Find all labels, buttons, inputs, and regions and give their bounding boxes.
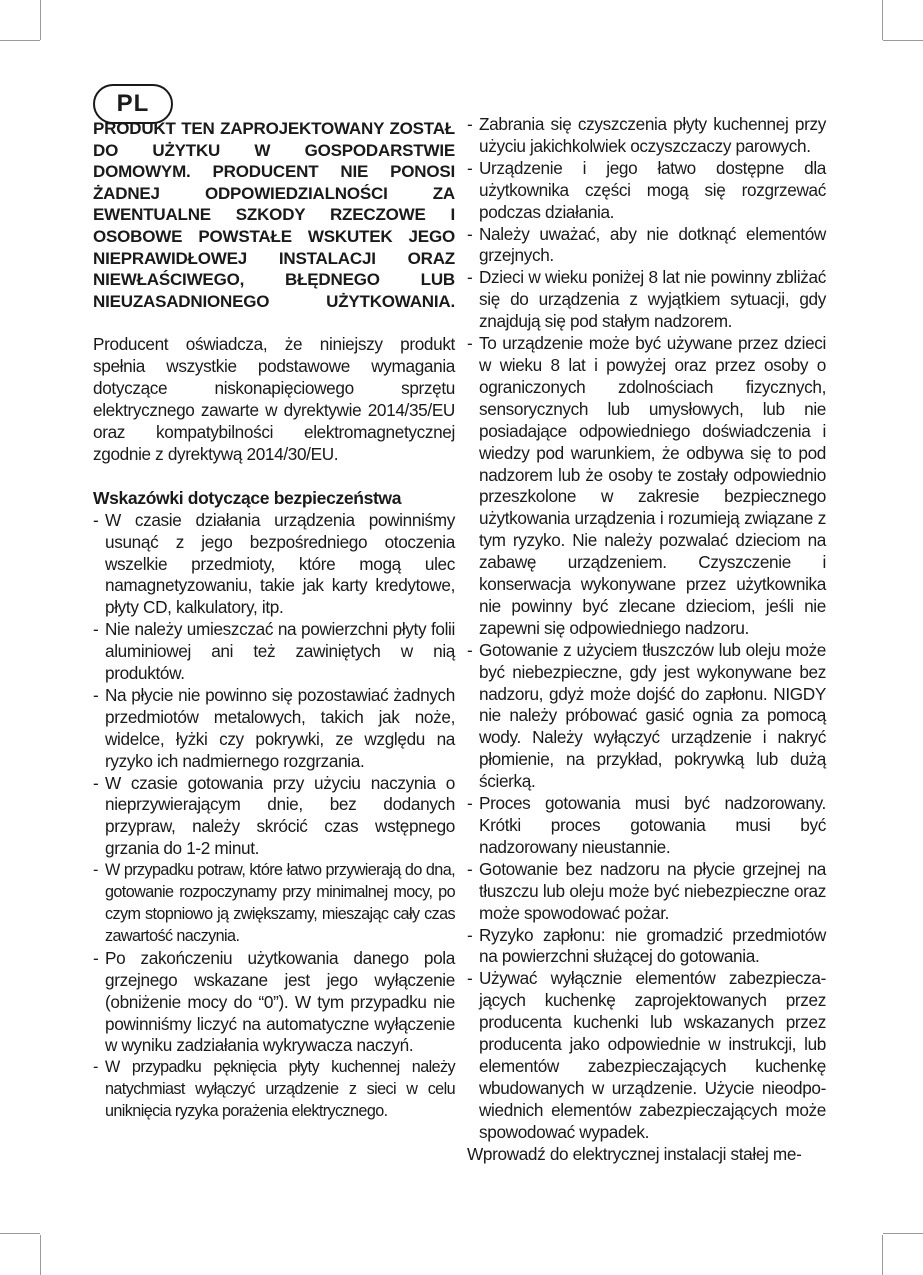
conformity-declaration: Producent oświadcza, że niniejszy produkt spełnia wszystkie podstawowe wymagania dotyczące niskonapięciowego sprzętu elektrycznego zawarte w dyrektywie 2014/35/EU oraz kompatybilności elektromagnetycznej zgodnie z dyrektywą 2014/30/EU. [93, 334, 455, 464]
closing-text: Wprowadź do elektrycznej instalacji stałej me- [467, 1143, 802, 1164]
list-item: - Proces gotowania musi być nadzorowany. Krótki proces gotowania musi być nadzorowany nieustannie. [467, 793, 826, 859]
crop-mark [882, 1235, 883, 1275]
list-item: - W przypadku potraw, które łatwo przywierają do dna, gotowanie rozpoczynamy przy minimalnej mocy, po czym stopniowo ją zwiększamy, mieszając cały czas zawartość naczynia. [93, 860, 455, 948]
crop-mark [883, 40, 923, 41]
list-item: - Zabrania się czyszczenia płyty kuchennej przy użyciu jakichkolwiek oczyszczaczy parowych. [467, 114, 826, 158]
list-item: - Gotowanie z użyciem tłuszczów lub oleju może być niebezpieczne, gdy jest wykonywane bez nadzoru, gdyż może dojść do zapłonu. NIGDY nie należy próbować gasić ognia za pomocą wody. Należy wyłączyć urządzenie i nakryć płomienie, na przykład, pokrywką lub dużą ścierką. [467, 640, 826, 793]
list-item: - Należy uważać, aby nie dotknąć elementów grzejnych. [467, 224, 826, 268]
list-item: - Urządzenie i jego łatwo dostępne dla użytkownika części mogą się rozgrzewać podczas działania. [467, 158, 826, 224]
list-item: - W czasie gotowania przy użyciu naczynia o nieprzywierającym dnie, bez dodanych przypraw, należy skrócić czas wstępnego grzania do 1-2 minut. [93, 773, 455, 861]
list-item: - Dzieci w wieku poniżej 8 lat nie powinny zbliżać się do urządzenia z wyjątkiem sytuacji, gdy znajdują się pod stałym nadzorem. [467, 267, 826, 333]
crop-mark [882, 0, 883, 40]
list-item: - W przypadku pęknięcia płyty kuchennej należy natychmiast wyłączyć urządzenie z sieci w celu uniknięcia ryzyka porażenia elektrycznego. [93, 1057, 455, 1123]
liability-warning: PRODUKT TEN ZAPROJEKTOWANY ZOSTAŁ DO UŻYTKU W GOSPODARSTWIE DOMOWYM. PRODUCENT NIE PONOSI ŻADNEJ ODPOWIEDZIALNOŚCI ZA EWENTUALNE SZKODY RZECZOWE I OSOBOWE POWSTAŁE WSKUTEK JEGO NIEPRAWIDŁOWEJ INSTALACJI ORAZ NIEWŁAŚCIWEGO, BŁĘDNEGO LUB NIEUZASADNIONEGO UŻYTKOWANIA. [93, 119, 455, 311]
crop-mark [40, 0, 41, 40]
crop-mark [883, 1233, 923, 1234]
list-item: - Po zakończeniu użytkowania danego pola grzejnego wskazane jest jego wyłączenie (obniżenie mocy do “0”). W tym przypadku nie powinniśmy liczyć na automatyczne wyłączenie w wyniku zadziałania wykrywacza naczyń. [93, 948, 455, 1058]
list-item: - Na płycie nie powinno się pozostawiać żadnych przedmiotów metalowych, takich jak noże, widelce, łyżki czy pokrywki, ze względu na ryzyko ich nadmiernego rozgrzania. [93, 685, 455, 773]
list-item: - Nie należy umieszczać na powierzchni płyty folii aluminiowej ani też zawiniętych w nią produktów. [93, 619, 455, 685]
safety-heading: Wskazówki dotyczące bezpieczeństwa [93, 487, 402, 508]
safety-list-right [467, 114, 826, 1144]
language-badge: PL [93, 84, 173, 124]
crop-mark [0, 1233, 40, 1234]
left-column [93, 118, 455, 1123]
list-item: - Ryzyko zapłonu: nie gromadzić przedmiotów na powierzchni służącej do gotowania. [467, 925, 826, 969]
safety-list-left [93, 510, 455, 1123]
list-item: - Gotowanie bez nadzoru na płycie grzejnej na tłuszczu lub oleju może być niebezpieczne oraz może spowodować pożar. [467, 859, 826, 925]
right-column [467, 114, 826, 1166]
crop-mark [0, 40, 40, 41]
list-item: - To urządzenie może być używane przez dzieci w wieku 8 lat i powyżej oraz przez osoby o ograniczonych zdolnościach fizycznych, sensorycznych lub umysłowych, lub nie posiadające odpowiedniego doświadczenia i wiedzy pod warunkiem, że odbywa się to pod nadzorem lub że osoby te zostały odpowiednio przeszkolone w zakresie bezpiecznego użytkowania urządzenia i rozumieją związane z tym ryzyko. Nie należy pozwalać dzieciom na zabawę urządzeniem. Czyszczenie i konserwacja wykonywane przez użytkownika nie powinny być zlecane dzieciom, jeśli nie zapewni się odpowiedniego nadzoru. [467, 333, 826, 640]
crop-mark [40, 1235, 41, 1275]
list-item: - W czasie działania urządzenia powinniśmy usunąć z jego bezpośredniego otoczenia wszelkie przedmioty, które mogą ulec namagnetyzowaniu, takie jak karty kredytowe, płyty CD, kalkulatory, itp. [93, 510, 455, 620]
list-item: - Używać wyłącznie elementów zabezpiecza-jących kuchenkę zaprojektowanych przez producenta kuchenki lub wskazanych przez producenta jako odpowiednie w instrukcji, lub elementów zabezpieczających kuchenkę wbudowanych w urządzenie. Użycie nieodpo-wiednich elementów zabezpieczających może spowodować wypadek. [467, 968, 826, 1143]
